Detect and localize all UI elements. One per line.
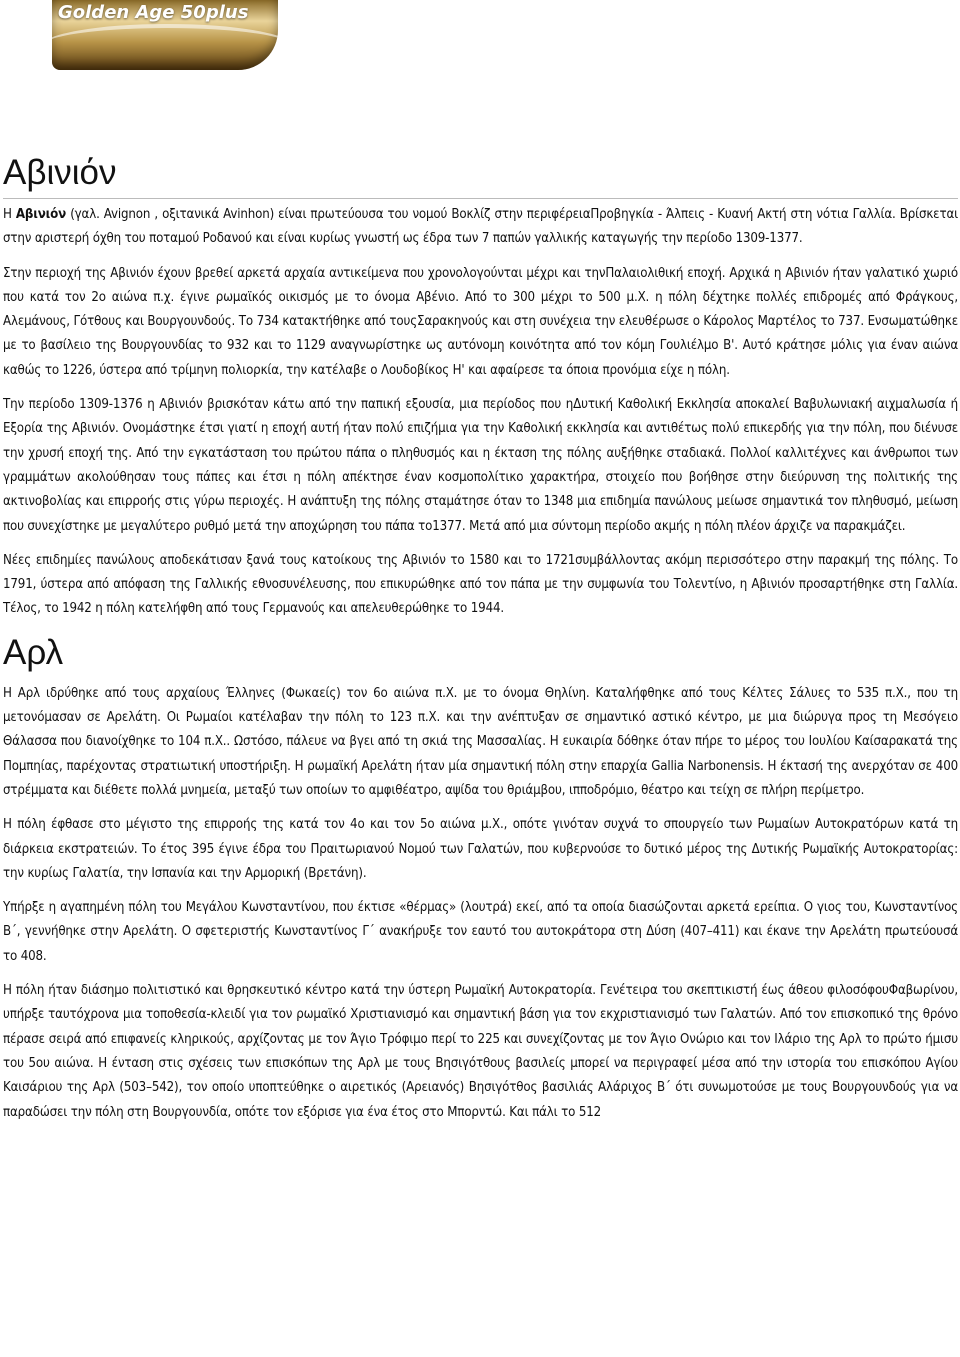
logo-swoosh — [52, 24, 278, 68]
paragraph: Την περίοδο 1309-1376 η Αβινιόν βρισκόταν κάτω από την παπική εξουσία, μια περίοδος που ηΔυτική Καθολική Εκκλησία αποκαλεί Βαβυλωνιακή αιχμαλωσία ή Εξορία της Αβινιόν. Ονομάστηκε έτσι γιατί η εποχή αυτή ήταν πολύ επιζήμια για την Καθολική εκκλησία και αντιθέτως πολύ επικερδής για την πόλη, που διένυσε την χρυσή εποχή της. Από την εγκατάσταση του πρώτου πάπα ο πληθυσμός και η έκταση της πόλης αυξήθηκε σταδιακά. Πολλοί καλλιτέχνες και άνθρωποι των γραμμάτων ακολούθησαν τους πάπες και έτσι η πόλη απέκτησε έναν κοσμοπολίτικο χαρακτήρα, στοιχείο που βοήθησε στην διεύρυνση της πολιτικής της ακτινοβολίας και επιρροής στις γύρω περιοχές. Η ανάπτυξη της πόλης σταμάτησε όταν το 1348 μια επιδημία πανώλους μείωσε σημαντικά τον πληθυσμό, μείωση που συνεχίστηκε με μεγαλύτερο ρυθμό μετά την αποχώρηση του πάπα το1377. Μετά από μια σύντομη περίοδο ακμής η πόλη πλέον άρχιζε να παρακμάζει. — [3, 397, 958, 534]
logo-text: Golden Age 50plus — [58, 2, 249, 23]
paragraph: Η πόλη έφθασε στο μέγιστο της επιρροής της κατά τον 4ο και τον 5ο αιώνα μ.Χ., οπότε γινόταν συχνά το σπουργείο των Ρωμαίων Αυτοκρατόρων κατά τη διάρκεια εκστρατειών. Το έτος 395 έγινε έδρα του Πραιτωριανού Νομού των Γαλατών, που κυβερνούσε το δυτικό μέρος της Δυτικής Ρωμαϊκής Αυτοκρατορίας: την κυρίως Γαλατία, την Ισπανία και την Αρμορική (Βρετάνη). — [3, 817, 958, 881]
bold-term: Αβινιόν — [15, 207, 67, 222]
article — [3, 152, 958, 1135]
section-title-arles: Αρλ — [3, 632, 64, 672]
paragraph-lead: Η — [3, 207, 16, 222]
section-title-avignon: Αβινιόν — [3, 152, 958, 199]
paragraph: Υπήρξε η αγαπημένη πόλη του Μεγάλου Κωνσταντίνου, που έκτισε «θέρμας» (λουτρά) εκεί, από τα οποία διασώζονται αρκετά ερείπια. Ο γιος του, Κωνσταντίνος Β΄, γεννήθηκε στην Αρελάτη. Ο σφετεριστής Κωνσταντίνος Γ΄ ανακήρυξε τον εαυτό του αυτοκράτορα στη Δύση (407–411) και έκανε την Αρελάτη πρωτεύουσά το 408. — [3, 900, 958, 964]
paragraph: Η Αρλ ιδρύθηκε από τους αρχαίους Έλληνες (Φωκαείς) τον 6ο αιώνα π.Χ. με το όνομα Θηλίνη. Καταλήφθηκε από τους Κέλτες Σάλυες το 535 π.Χ., που τη μετονόμασαν σε Αρελάτη. Οι Ρωμαίοι κατέλαβαν την πόλη το 123 π.Χ. και την ανέπτυξαν σε σημαντικό αστικό κέντρο, με μια διώρυγα προς τη Μεσόγειο Θάλασσα που διανοίχθηκε το 104 π.Χ.. Ωστόσο, πάλευε να βγει από τη σκιά της Μασσαλίας. Η ευκαιρία δόθηκε όταν πήρε το μέρος του Ιουλίου Καίσαρακατά της Πομπηίας, παρέχοντας στρατιωτική υποστήριξη. Η ρωμαϊκή Αρελάτη ήταν μία σημαντική πόλη στην επαρχία Gallia Narbonensis. Η έκτασή της ανερχόταν σε 400 στρέμματα και διέθετε πολλά μνημεία, μεταξύ των οποίων το αμφιθέατρο, αψίδα του θριάμβου, ιπποδρόμιο, θέατρο και τείχη σε πλήρη περίμετρο. — [3, 685, 958, 798]
paragraph — [3, 203, 958, 252]
paragraph: Νέες επιδημίες πανώλους αποδεκάτισαν ξανά τους κατοίκους της Αβινιόν το 1580 και το 1721συμβάλλοντας ακόμη περισσότερο στην παρακμή της πόλης. Το 1791, ύστερα από απόφαση της Γαλλικής εθνοσυνέλευσης, που επικυρώθηκε από τον πάπα με την συμφωνία του Τολεντίνο, η Αβινιόν προσαρτήθηκε στη Γαλλία. Τέλος, το 1942 η πόλη κατελήφθη από τους Γερμανούς και απελευθερώθηκε το 1944. — [3, 552, 958, 617]
paragraph: Η πόλη ήταν διάσημο πολιτιστικό και θρησκευτικό κέντρο κατά την ύστερη Ρωμαϊκή Αυτοκρατορία. Γενέτειρα του σκεπτικιστή έως άθεου φιλοσόφουΦαβωρίνου, υπήρξε ταυτόχρονα μια τοποθεσία-κλειδί για τον ρωμαϊκό Χριστιανισμό και σημαντική βάση για τον εκχριστιανισμό των Γαλατών. Από τον επισκοπικό της θρόνο πέρασε σειρά από επιφανείς κληρικούς, αρχίζοντας με τον Άγιο Τρόφιμο περί το 225 και συνεχίζοντας με τον Άγιο Ονώριο και τον Ιλάριο της Αρλ το πρώτο ήμισυ του 5ου αιώνα. Η ένταση στις σχέσεις των επισκόπων της Αρλ με τους Βησιγότθους βασιλείς μπορεί να περιγραφεί μέσα από την ιστορία του επισκόπου Αγίου Καισάριου της Αρλ (503–542), τον οποίο υποπτεύθηκε ο αιρετικός (Αρειανός) Βησιγότθος βασιλιάς Αλάριχος Β΄ ότι συνωμοτούσε με τους Βουργουνδούς για να παραδώσει την πόλη στη Βουργουνδία, οπότε τον εξόρισε για ένα έτος στο Μπορντώ. Και πάλι το 512 — [3, 983, 958, 1120]
paragraph-text: (γαλ. Avignon , οξιτανικά Avinhon) είναι πρωτεύουσα του νομού Βοκλίζ στην περιφέρειαΠροβηγκία - Άλπεις - Κυανή Ακτή στη νότια Γαλλία. Βρίσκεται στην αριστερή όχθη του ποταμού Ροδανού και είναι κυρίως γνωστή ως έδρα των 7 παπών γαλλικής καταγωγής την περίοδο 1309-1377. — [3, 207, 958, 247]
golden-age-logo[interactable] — [52, 0, 278, 70]
paragraph: Στην περιοχή της Αβινιόν έχουν βρεθεί αρκετά αρχαία αντικείμενα που χρονολογούνται μέχρι και τηνΠαλαιολιθική εποχή. Αρχικά η Αβινιόν ήταν γαλατικό χωριό που κατά τον 2ο αιώνα π.χ. έγινε ρωμαϊκός οικισμός με το όνομα Αβένιο. Από το 300 μέχρι το 500 μ.Χ. η πόλη δέχτηκε πολλές επιδρομές από Φράγκους, Αλεμάνους, Γότθους και Βουργουνδούς. Το 734 κατακτήθηκε από τουςΣαρακηνούς και στη συνέχεια την ελευθέρωσε ο Κάρολος Μαρτέλος το 737. Ενσωματώθηκε με το βασίλειο της Βουργουνδίας το 932 και το 1129 αναγνωρίστηκε ως αυτόνομη κοινότητα από τον κόμη Γουλιέλμο Β'. Αυτό κράτησε μόλις για έναν αιώνα καθώς το 1226, ύστερα από τρίμηνη πολιορκία, την κατέλαβε ο Λουδοβίκος Η' και αφαίρεσε τα όποια προνόμια είχε η πόλη. — [3, 265, 958, 378]
